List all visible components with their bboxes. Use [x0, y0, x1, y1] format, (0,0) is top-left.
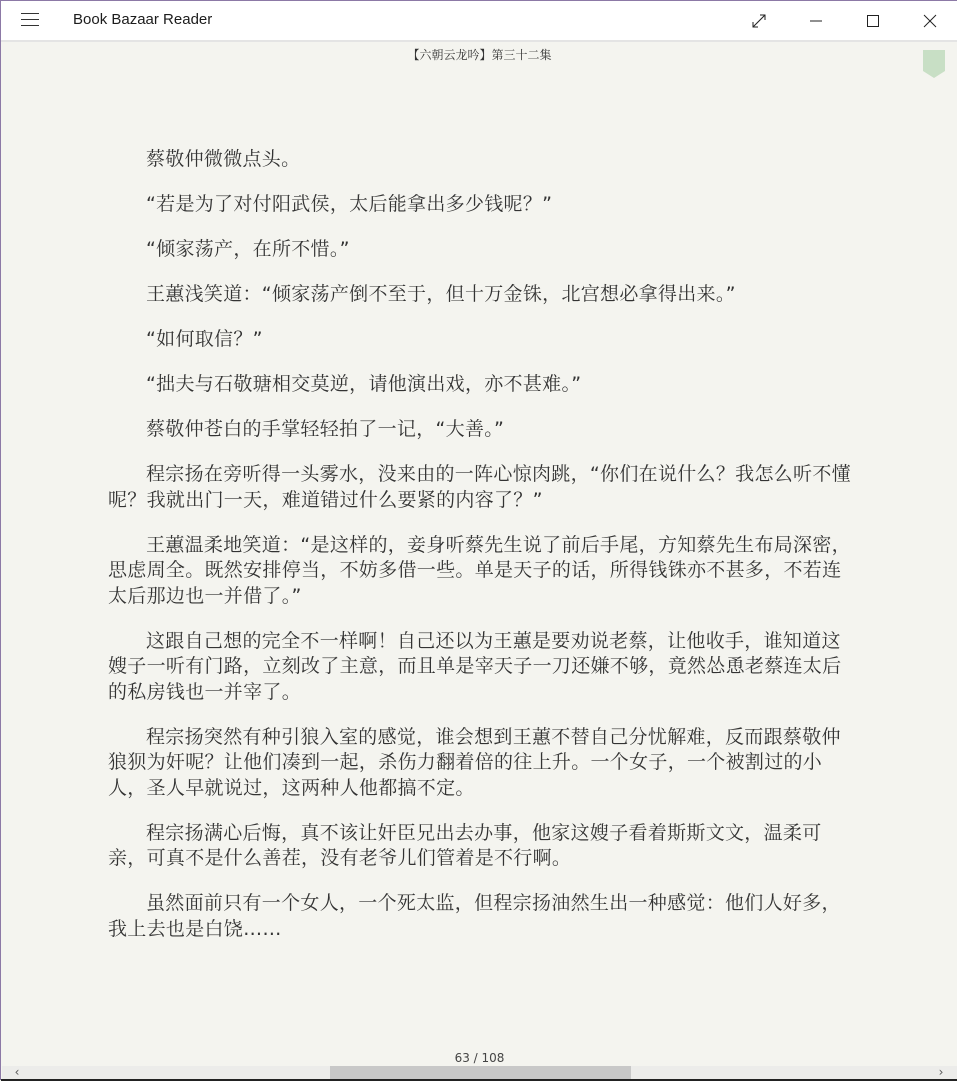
- horizontal-scrollbar[interactable]: [2, 1066, 957, 1079]
- chapter-title: 【六朝云龙吟】第三十二集: [407, 48, 552, 62]
- paragraph: “拙夫与石敬瑭相交莫逆，请他演出戏，亦不甚难。”: [146, 373, 582, 395]
- minimize-icon: [809, 14, 823, 28]
- paragraph: 程宗扬突然有种引狼入室的感觉，谁会想到王蕙不替自己分忧解难，反而跟蔡敬仲狼狈为奸呢？让他们凑到一起，杀伤力翻着倍的往上升。一个女子，一个被割过的小人，圣人早就说过，这两种人他都搞不定。: [108, 725, 841, 799]
- paragraph: 程宗扬满心后悔，真不该让奸臣兄出去办事，他家这嫂子看着斯斯文文，温柔可亲，可真不是什么善茬，没有老爷儿们管着是不行啊。: [108, 821, 822, 869]
- paragraph: “若是为了对付阳武侯，太后能拿出多少钱呢？”: [146, 193, 553, 215]
- scroll-left-arrow-icon[interactable]: ‹: [14, 1065, 20, 1079]
- paragraph: 王蕙浅笑道：“倾家荡产倒不至于，但十万金铢，北宫想必拿得出来。”: [146, 283, 736, 305]
- maximize-icon: [866, 14, 880, 28]
- paragraph: 蔡敬仲微微点头。: [146, 148, 301, 170]
- expand-icon: [751, 13, 767, 29]
- close-icon: [923, 14, 937, 28]
- paragraph: “倾家荡产，在所不惜。”: [146, 238, 350, 260]
- hamburger-icon[interactable]: [21, 13, 39, 27]
- page-content: [108, 147, 854, 962]
- paragraph: 这跟自己想的完全不一样啊！自己还以为王蕙是要劝说老蔡，让他收手，谁知道这嫂子一听有门路，立刻改了主意，而且单是宰天子一刀还嫌不够，竟然怂恿老蔡连太后的私房钱也一并宰了。: [108, 629, 842, 703]
- maximize-button[interactable]: [850, 1, 896, 40]
- paragraph: 蔡敬仲苍白的手掌轻轻拍了一记，“大善。”: [146, 418, 505, 440]
- scroll-right-arrow-icon[interactable]: ›: [938, 1065, 944, 1079]
- minimize-button[interactable]: [793, 1, 839, 40]
- paragraph: 王蕙温柔地笑道：“是这样的，妾身听蔡先生说了前后手尾，方知蔡先生布局深密，思虑周全。既然安排停当，不妨多借一些。单是天子的话，所得钱铢亦不甚多，不若连太后那边也一并借了。”: [108, 533, 851, 607]
- paragraph: 程宗扬在旁听得一头雾水，没来由的一阵心惊肉跳，“你们在说什么？我怎么听不懂呢？我就出门一天，难道错过什么要紧的内容了？”: [108, 463, 851, 511]
- paragraph: 虽然面前只有一个女人，一个死太监，但程宗扬油然生出一种感觉：他们人好多，我上去也是白饶……: [108, 892, 841, 940]
- page-indicator: 63 / 108: [454, 1051, 505, 1065]
- app-title: Book Bazaar Reader: [73, 11, 213, 28]
- title-bar: [1, 1, 957, 42]
- fullscreen-button[interactable]: [736, 1, 782, 40]
- scrollbar-thumb[interactable]: [330, 1066, 631, 1079]
- paragraph: “如何取信？”: [146, 328, 263, 350]
- bookmark-icon[interactable]: [923, 50, 945, 78]
- close-button[interactable]: [907, 1, 953, 40]
